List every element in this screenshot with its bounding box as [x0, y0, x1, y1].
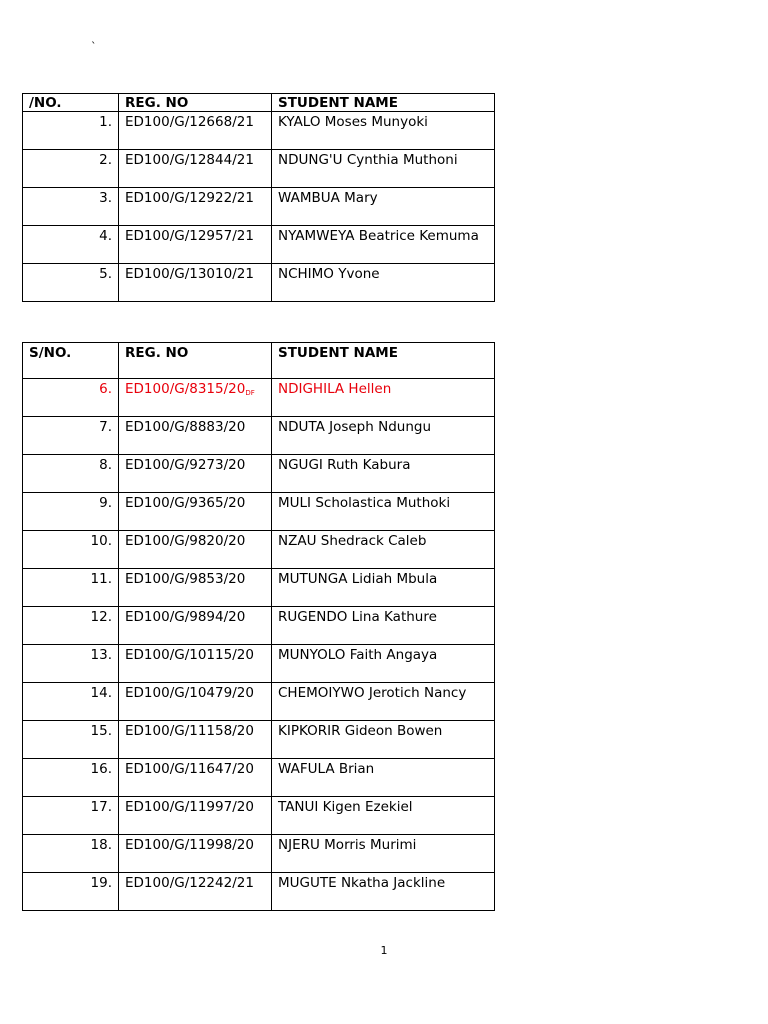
table-row	[23, 759, 495, 797]
reg-no-cell	[119, 835, 272, 873]
serial-number-cell: 8.	[23, 455, 119, 493]
serial-number-cell: 6.	[23, 379, 119, 417]
student-table-1	[22, 93, 495, 302]
serial-number-cell: 2.	[23, 150, 119, 188]
reg-no-cell	[119, 264, 272, 302]
reg-no-text: ED100/G/12844/21	[125, 152, 254, 168]
table-row	[23, 683, 495, 721]
table-row	[23, 569, 495, 607]
reg-no-cell	[119, 759, 272, 797]
table-row	[23, 835, 495, 873]
reg-no-text: ED100/G/9820/20	[125, 533, 246, 549]
reg-no-text: ED100/G/11997/20	[125, 799, 254, 815]
page-number: 1	[380, 944, 388, 957]
student-name-cell: TANUI Kigen Ezekiel	[272, 797, 495, 835]
reg-no-cell	[119, 683, 272, 721]
table-row	[23, 379, 495, 417]
table-row	[23, 645, 495, 683]
student-name-cell: MULI Scholastica Muthoki	[272, 493, 495, 531]
reg-no-text: ED100/G/8883/20	[125, 419, 246, 435]
table-row	[23, 531, 495, 569]
serial-number-cell: 1.	[23, 112, 119, 150]
student-name-cell: NDUTA Joseph Ndungu	[272, 417, 495, 455]
reg-no-cell	[119, 531, 272, 569]
table-row	[23, 417, 495, 455]
reg-no-cell	[119, 188, 272, 226]
serial-number-cell: 18.	[23, 835, 119, 873]
reg-no-text: ED100/G/12957/21	[125, 228, 254, 244]
header-sno: S/NO.	[23, 343, 119, 379]
table-row	[23, 721, 495, 759]
reg-no-text: ED100/G/9853/20	[125, 571, 246, 587]
reg-no-cell	[119, 873, 272, 911]
student-name-cell: KIPKORIR Gideon Bowen	[272, 721, 495, 759]
reg-no-cell	[119, 569, 272, 607]
serial-number-cell: 14.	[23, 683, 119, 721]
reg-no-text: ED100/G/11158/20	[125, 723, 254, 739]
reg-no-tag: DF	[245, 389, 255, 397]
student-name-cell: RUGENDO Lina Kathure	[272, 607, 495, 645]
student-name-cell: WAMBUA Mary	[272, 188, 495, 226]
student-name-cell: NZAU Shedrack Caleb	[272, 531, 495, 569]
serial-number-cell: 11.	[23, 569, 119, 607]
header-student-name: STUDENT NAME	[272, 343, 495, 379]
table-row	[23, 264, 495, 302]
reg-no-cell	[119, 150, 272, 188]
table-row	[23, 188, 495, 226]
student-name-cell: NCHIMO Yvone	[272, 264, 495, 302]
reg-no-cell	[119, 645, 272, 683]
student-name-cell: KYALO Moses Munyoki	[272, 112, 495, 150]
table-row	[23, 226, 495, 264]
reg-no-cell	[119, 379, 272, 417]
serial-number-cell: 4.	[23, 226, 119, 264]
table-header-row	[23, 94, 495, 112]
student-name-cell: MUTUNGA Lidiah Mbula	[272, 569, 495, 607]
reg-no-text: ED100/G/9365/20	[125, 495, 246, 511]
reg-no-text: ED100/G/10479/20	[125, 685, 254, 701]
reg-no-text: ED100/G/11998/20	[125, 837, 254, 853]
table-row	[23, 455, 495, 493]
reg-no-text: ED100/G/13010/21	[125, 266, 254, 282]
header-reg-no: REG. NO	[119, 343, 272, 379]
table-row	[23, 873, 495, 911]
header-student-name: STUDENT NAME	[272, 94, 495, 112]
student-name-cell: NGUGI Ruth Kabura	[272, 455, 495, 493]
header-reg-no: REG. NO	[119, 94, 272, 112]
serial-number-cell: 13.	[23, 645, 119, 683]
reg-no-cell	[119, 797, 272, 835]
reg-no-text: ED100/G/9894/20	[125, 609, 246, 625]
stray-mark: `	[91, 40, 97, 53]
serial-number-cell: 5.	[23, 264, 119, 302]
reg-no-cell	[119, 607, 272, 645]
table-row	[23, 112, 495, 150]
reg-no-text: ED100/G/10115/20	[125, 647, 254, 663]
student-name-cell: MUNYOLO Faith Angaya	[272, 645, 495, 683]
reg-no-text: ED100/G/8315/20	[125, 381, 246, 397]
serial-number-cell: 7.	[23, 417, 119, 455]
serial-number-cell: 9.	[23, 493, 119, 531]
serial-number-cell: 10.	[23, 531, 119, 569]
reg-no-text: ED100/G/11647/20	[125, 761, 254, 777]
student-name-cell: WAFULA Brian	[272, 759, 495, 797]
reg-no-cell	[119, 493, 272, 531]
serial-number-cell: 12.	[23, 607, 119, 645]
reg-no-text: ED100/G/12922/21	[125, 190, 254, 206]
reg-no-cell	[119, 455, 272, 493]
table-row	[23, 607, 495, 645]
table-row	[23, 493, 495, 531]
reg-no-cell	[119, 721, 272, 759]
table-header-row	[23, 343, 495, 379]
serial-number-cell: 15.	[23, 721, 119, 759]
student-name-cell: MUGUTE Nkatha Jackline	[272, 873, 495, 911]
serial-number-cell: 19.	[23, 873, 119, 911]
reg-no-cell	[119, 112, 272, 150]
student-name-cell: NJERU Morris Murimi	[272, 835, 495, 873]
serial-number-cell: 16.	[23, 759, 119, 797]
table-row	[23, 150, 495, 188]
reg-no-text: ED100/G/12242/21	[125, 875, 254, 891]
student-name-cell: NDIGHILA Hellen	[272, 379, 495, 417]
reg-no-cell	[119, 417, 272, 455]
reg-no-cell	[119, 226, 272, 264]
serial-number-cell: 17.	[23, 797, 119, 835]
reg-no-text: ED100/G/12668/21	[125, 114, 254, 130]
student-name-cell: CHEMOIYWO Jerotich Nancy	[272, 683, 495, 721]
header-sno: /NO.	[23, 94, 119, 112]
student-name-cell: NDUNG'U Cynthia Muthoni	[272, 150, 495, 188]
student-name-cell: NYAMWEYA Beatrice Kemuma	[272, 226, 495, 264]
table-row	[23, 797, 495, 835]
reg-no-text: ED100/G/9273/20	[125, 457, 246, 473]
student-table-2	[22, 342, 495, 911]
serial-number-cell: 3.	[23, 188, 119, 226]
